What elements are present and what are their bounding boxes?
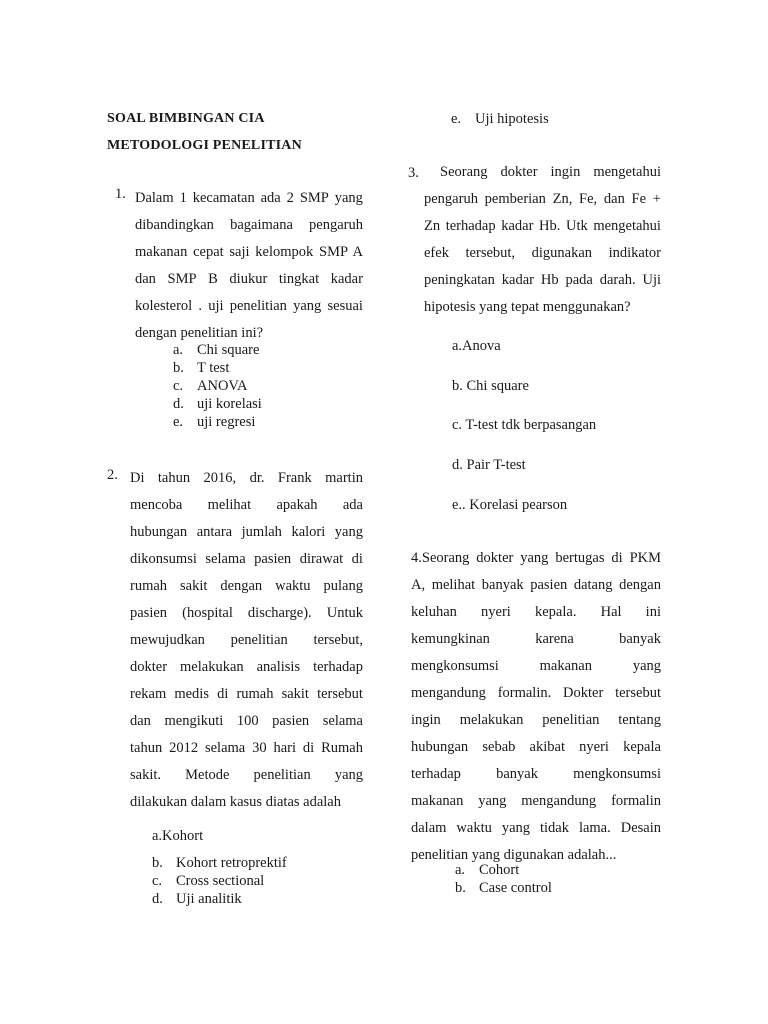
q3-text-cont	[424, 186, 661, 321]
q2-line: sakit. Metode penelitian yang	[130, 767, 363, 783]
q4-option-b: b. Case control	[455, 880, 552, 896]
q1-option-c: c. ANOVA	[173, 378, 248, 394]
q1-number: 1.	[115, 186, 126, 202]
q2-line: mewujudkan penelitian tersebut,	[130, 632, 363, 648]
q1-line: dan SMP B diukur tingkat kadar	[135, 271, 363, 287]
q4-line: dalam waktu yang tidak lama. Desain	[411, 820, 661, 836]
q2-line: hubungan antara jumlah kalori yang	[130, 524, 363, 540]
q1-option-e: e. uji regresi	[173, 414, 256, 430]
q1-line: kolesterol . uji penelitian yang sesuai	[135, 298, 363, 314]
q2-line: dokter melakukan analisis terhadap	[130, 659, 363, 675]
title-line-2: METODOLOGI PENELITIAN	[107, 138, 302, 153]
q3-option-b: b. Chi square	[452, 378, 529, 394]
q2-line: rekam medis di rumah sakit tersebut	[130, 686, 363, 702]
q2-line: dilakukan dalam kasus diatas adalah	[130, 794, 341, 810]
q1-option-b: b. T test	[173, 360, 230, 376]
q4-line: makanan yang mengandung formalin	[411, 793, 661, 809]
q3-line: efek tersebut, digunakan indikator	[424, 245, 661, 261]
q2-option-b: b. Kohort retroprektif	[152, 855, 287, 871]
q3-option-e: e.. Korelasi pearson	[452, 497, 568, 513]
q2-line: pasien (hospital discharge). Untuk	[130, 605, 363, 621]
title-line-1: SOAL BIMBINGAN CIA	[107, 111, 265, 126]
q2-option-a: a.Kohort	[152, 828, 204, 844]
q4-line: penelitian yang digunakan adalah...	[411, 847, 617, 863]
q3-option-d: d. Pair T-test	[452, 457, 526, 473]
q3-text	[424, 159, 661, 186]
q4-text	[411, 545, 661, 869]
q2-line: mencoba melihat apakah ada	[130, 497, 363, 513]
q2-line: dan mengikuti 100 pasien selama	[130, 713, 363, 729]
q4-line: 4.Seorang dokter yang bertugas di PKM	[411, 550, 661, 566]
q2-line: dikonsumsi selama pasien dirawat di	[130, 551, 363, 567]
q4-line: A, melihat banyak pasien datang dengan	[411, 577, 661, 593]
q3-line: Zn terhadap kadar Hb. Utk mengetahui	[424, 218, 661, 234]
q3-line: hipotesis yang tepat menggunakan?	[424, 299, 631, 315]
q3-option-c: c. T-test tdk berpasangan	[452, 417, 597, 433]
q4-line: keluhan nyeri kepala. Hal ini	[411, 604, 661, 620]
q4-line: terhadap banyak mengkonsumsi	[411, 766, 661, 782]
q3-line: pengaruh pemberian Zn, Fe, dan Fe +	[424, 191, 661, 207]
q1-line: dibandingkan bagaimana pengaruh	[135, 217, 363, 233]
prev-question-option-e: e. Uji hipotesis	[451, 111, 549, 127]
q1-option-d: d. uji korelasi	[173, 396, 262, 412]
q3-line: Seorang dokter ingin mengetahui	[440, 164, 661, 180]
q3-number: 3.	[408, 165, 419, 181]
q1-line: makanan cepat saji kelompok SMP A	[135, 244, 363, 260]
q2-line: tahun 2012 selama 30 hari di Rumah	[130, 740, 363, 756]
q2-option-d: d. Uji analitik	[152, 891, 242, 907]
q2-line: rumah sakit dengan waktu pulang	[130, 578, 363, 594]
q3-line: peningkatan kadar Hb pada darah. Uji	[424, 272, 661, 288]
q1-line: Dalam 1 kecamatan ada 2 SMP yang	[135, 190, 363, 206]
q2-option-c: c. Cross sectional	[152, 873, 265, 889]
q4-line: mengandung formalin. Dokter tersebut	[411, 685, 661, 701]
q1-option-a: a. Chi square	[173, 342, 260, 358]
q4-option-a: a. Cohort	[455, 862, 520, 878]
q4-line: hubungan sebab akibat nyeri kepala	[411, 739, 661, 755]
q3-option-a: a.Anova	[452, 338, 501, 354]
q1-line: dengan penelitian ini?	[135, 325, 264, 341]
q2-text	[130, 465, 363, 816]
q4-line: ingin melakukan penelitian tentang	[411, 712, 661, 728]
q2-number: 2.	[107, 467, 118, 483]
q1-text	[135, 185, 363, 347]
q2-line: Di tahun 2016, dr. Frank martin	[130, 470, 363, 486]
q4-line: kemungkinan karena banyak	[411, 631, 661, 647]
q4-line: mengkonsumsi makanan yang	[411, 658, 661, 674]
